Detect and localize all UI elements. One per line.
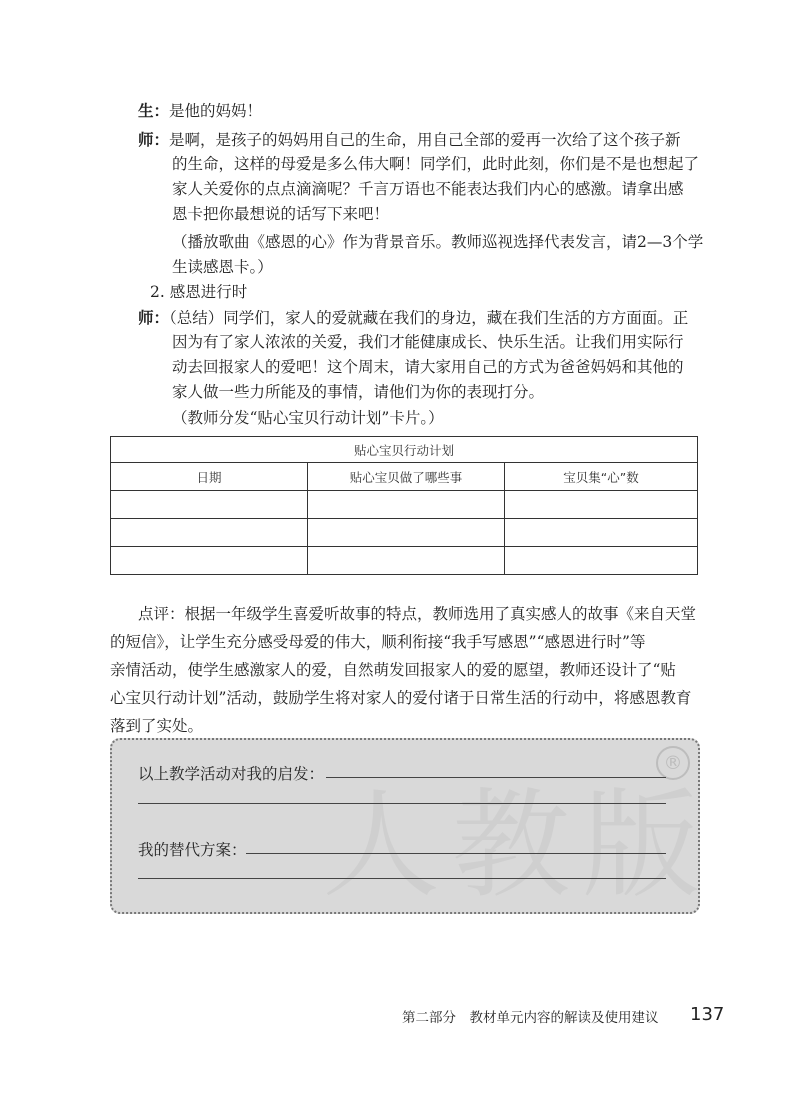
speaker-teacher: 师： bbox=[138, 130, 170, 149]
header-deeds: 贴心宝贝做了哪些事 bbox=[308, 463, 505, 491]
comment-line: 点评：根据一年级学生喜爱听故事的特点，教师选用了真实感人的故事《来自天堂 bbox=[138, 605, 697, 623]
writing-line[interactable] bbox=[138, 878, 666, 879]
stage-direction: 生读感恩卡。） bbox=[172, 258, 273, 276]
table-cell[interactable] bbox=[308, 491, 505, 519]
comment-line: 的短信》，让学生充分感受母爱的伟大，顺利衔接“我手写感恩”“感恩进行时”等 bbox=[110, 633, 646, 651]
speaker-student: 生： bbox=[138, 101, 170, 120]
writing-line[interactable] bbox=[326, 777, 666, 778]
dialogue-line: 师：是啊，是孩子的妈妈用自己的生命，用自己全部的爱再一次给了这个孩子新 bbox=[138, 130, 681, 149]
header-date: 日期 bbox=[111, 463, 308, 491]
notes-box bbox=[110, 738, 713, 914]
dialogue-line: 家人做一些力所能及的事情，请他们为你的表现打分。 bbox=[172, 383, 545, 401]
table-caption: 贴心宝贝行动计划 bbox=[111, 437, 698, 463]
dialogue-line: 家人关爱你的点点滴滴呢？千言万语也不能表达我们内心的感激。请拿出感 bbox=[172, 180, 684, 198]
stage-direction: （播放歌曲《感恩的心》作为背景音乐。教师巡视选择代表发言，请2—3个学 bbox=[172, 233, 704, 251]
header-hearts: 宝贝集“心”数 bbox=[505, 463, 698, 491]
dialogue-line: 动去回报家人的爱吧！这个周末，请大家用自己的方式为爸爸妈妈和其他的 bbox=[172, 358, 684, 376]
table-cell[interactable] bbox=[111, 547, 308, 575]
writing-line[interactable] bbox=[246, 853, 666, 854]
dialogue-line: 因为有了家人浓浓的关爱，我们才能健康成长、快乐生活。让我们用实际行 bbox=[172, 333, 684, 351]
stage-direction: （教师分发“贴心宝贝行动计划”卡片。） bbox=[172, 409, 444, 427]
table-cell[interactable] bbox=[308, 519, 505, 547]
dialogue-line: 的生命，这样的母爱是多么伟大啊！同学们，此时此刻，你们是不是也想起了 bbox=[172, 155, 700, 173]
comment-line: 心宝贝行动计划”活动，鼓励学生将对家人的爱付诸于日常生活的行动中，将感恩教育 bbox=[110, 689, 692, 707]
watermark-logo: 人教版 bbox=[322, 776, 713, 914]
table-row bbox=[111, 519, 698, 547]
table-cell[interactable] bbox=[308, 547, 505, 575]
registered-mark-icon: ® bbox=[656, 746, 690, 780]
table-cell[interactable] bbox=[111, 519, 308, 547]
speaker-teacher: 师： bbox=[138, 308, 170, 327]
table-cell[interactable] bbox=[505, 491, 698, 519]
action-plan-table bbox=[110, 436, 698, 575]
table-cell[interactable] bbox=[505, 519, 698, 547]
table-row bbox=[111, 547, 698, 575]
page-number: 137 bbox=[690, 1004, 725, 1025]
dialogue-line: 生：是他的妈妈！ bbox=[138, 101, 263, 120]
dialogue-line: 恩卡把你最想说的话写下来吧！ bbox=[172, 205, 390, 223]
footer-text: 第二部分 教材单元内容的解读及使用建议 bbox=[402, 1010, 659, 1026]
table-cell[interactable] bbox=[111, 491, 308, 519]
table-row bbox=[111, 491, 698, 519]
notes-label-alternative: 我的替代方案： bbox=[138, 841, 247, 859]
table-cell[interactable] bbox=[505, 547, 698, 575]
comment-line: 落到了实处。 bbox=[110, 717, 204, 735]
notes-label-inspiration: 以上教学活动对我的启发： bbox=[138, 765, 325, 783]
comment-line: 亲情活动，使学生感激家人的爱，自然萌发回报家人的爱的愿望，教师还设计了“贴 bbox=[110, 661, 676, 679]
section-title: 2. 感恩进行时 bbox=[150, 283, 248, 301]
writing-line[interactable] bbox=[138, 803, 666, 804]
dialogue-line: 师：（总结）同学们，家人的爱就藏在我们的身边，藏在我们生活的方方面面。正 bbox=[138, 308, 689, 327]
